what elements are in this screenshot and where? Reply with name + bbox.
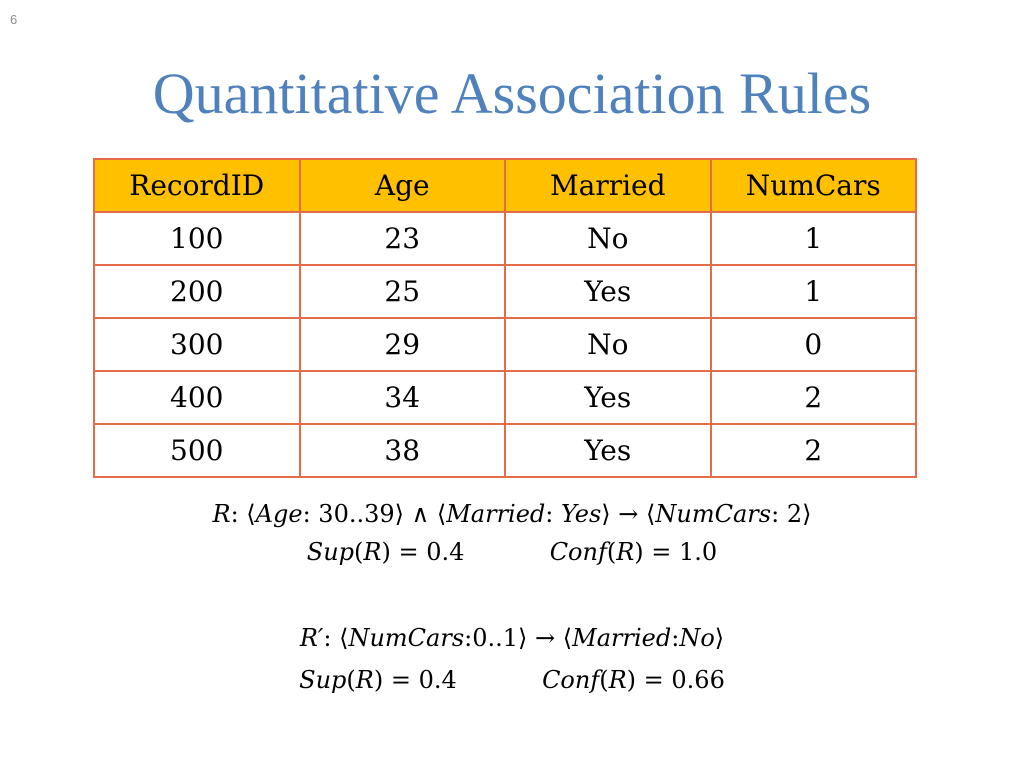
cell-age: 38: [300, 424, 506, 477]
rule2-name: R′: [299, 624, 324, 652]
column-header-recordid: RecordID: [94, 159, 300, 212]
slide-number: 6: [10, 12, 18, 27]
cell-numcars: 0: [711, 318, 917, 371]
records-table: [93, 158, 917, 478]
rule2-confidence-arg: R: [608, 666, 627, 694]
cell-age: 34: [300, 371, 506, 424]
rule1-rhs-attribute: NumCars: [655, 500, 772, 528]
rule2-support-value: 0.4: [418, 666, 457, 694]
rule2-rhs-attribute: Married: [572, 624, 672, 652]
rule1-lhs1-value: 30..39: [318, 500, 395, 528]
rule1-support-arg: R: [363, 538, 382, 566]
rule1-support-label: Sup: [306, 538, 355, 566]
cell-married: Yes: [505, 265, 711, 318]
rule2-confidence-value: 0.66: [671, 666, 725, 694]
rule1-support-value: 0.4: [426, 538, 465, 566]
rule1-arrow: →: [618, 500, 639, 528]
rule1-confidence-value: 1.0: [679, 538, 718, 566]
rule1-rhs-value: 2: [786, 500, 803, 528]
rule2-arrow: →: [535, 624, 556, 652]
cell-recordid: 300: [94, 318, 300, 371]
cell-married: Yes: [505, 424, 711, 477]
rule2-formula: R′: ⟨NumCars:0..1⟩ → ⟨Married:No⟩: [299, 624, 725, 652]
cell-married: Yes: [505, 371, 711, 424]
cell-recordid: 400: [94, 371, 300, 424]
cell-numcars: 1: [711, 212, 917, 265]
rule1-lhs2-attribute: Married: [446, 500, 546, 528]
cell-numcars: 2: [711, 371, 917, 424]
rule1-confidence-arg: R: [616, 538, 635, 566]
cell-numcars: 1: [711, 265, 917, 318]
table-header-row: [94, 159, 916, 212]
cell-age: 23: [300, 212, 506, 265]
rule2-rhs-value: No: [679, 624, 715, 652]
rule2-confidence-label: Conf: [542, 666, 600, 694]
table-row: [94, 212, 916, 265]
rule1-lhs2-value: Yes: [561, 500, 602, 528]
rule1-metrics: Sup(R) = 0.4 Conf(R) = 1.0: [306, 538, 718, 566]
rule2-support-label: Sup: [299, 666, 347, 694]
column-header-numcars: NumCars: [711, 159, 917, 212]
rule2-lhs-value: 0..1: [472, 624, 519, 652]
rule1-conjunction: ∧: [411, 500, 430, 528]
cell-age: 25: [300, 265, 506, 318]
rule1-lhs1-attribute: Age: [255, 500, 303, 528]
table-row: [94, 424, 916, 477]
column-header-married: Married: [505, 159, 711, 212]
rule1-formula: R: ⟨Age: 30..39⟩ ∧ ⟨Married: Yes⟩ → ⟨NumCars: 2⟩: [212, 500, 812, 528]
cell-married: No: [505, 318, 711, 371]
cell-recordid: 500: [94, 424, 300, 477]
table-row: [94, 318, 916, 371]
table-row: [94, 371, 916, 424]
cell-recordid: 200: [94, 265, 300, 318]
cell-age: 29: [300, 318, 506, 371]
rule1-confidence-label: Conf: [549, 538, 607, 566]
rule2-lhs-attribute: NumCars: [348, 624, 465, 652]
rule2-support-arg: R: [355, 666, 374, 694]
cell-married: No: [505, 212, 711, 265]
cell-recordid: 100: [94, 212, 300, 265]
rule1-name: R: [212, 500, 231, 528]
slide-title: Quantitative Association Rules: [152, 61, 872, 126]
cell-numcars: 2: [711, 424, 917, 477]
column-header-age: Age: [300, 159, 506, 212]
rule2-metrics: Sup(R) = 0.4 Conf(R) = 0.66: [299, 666, 725, 694]
table-row: [94, 265, 916, 318]
